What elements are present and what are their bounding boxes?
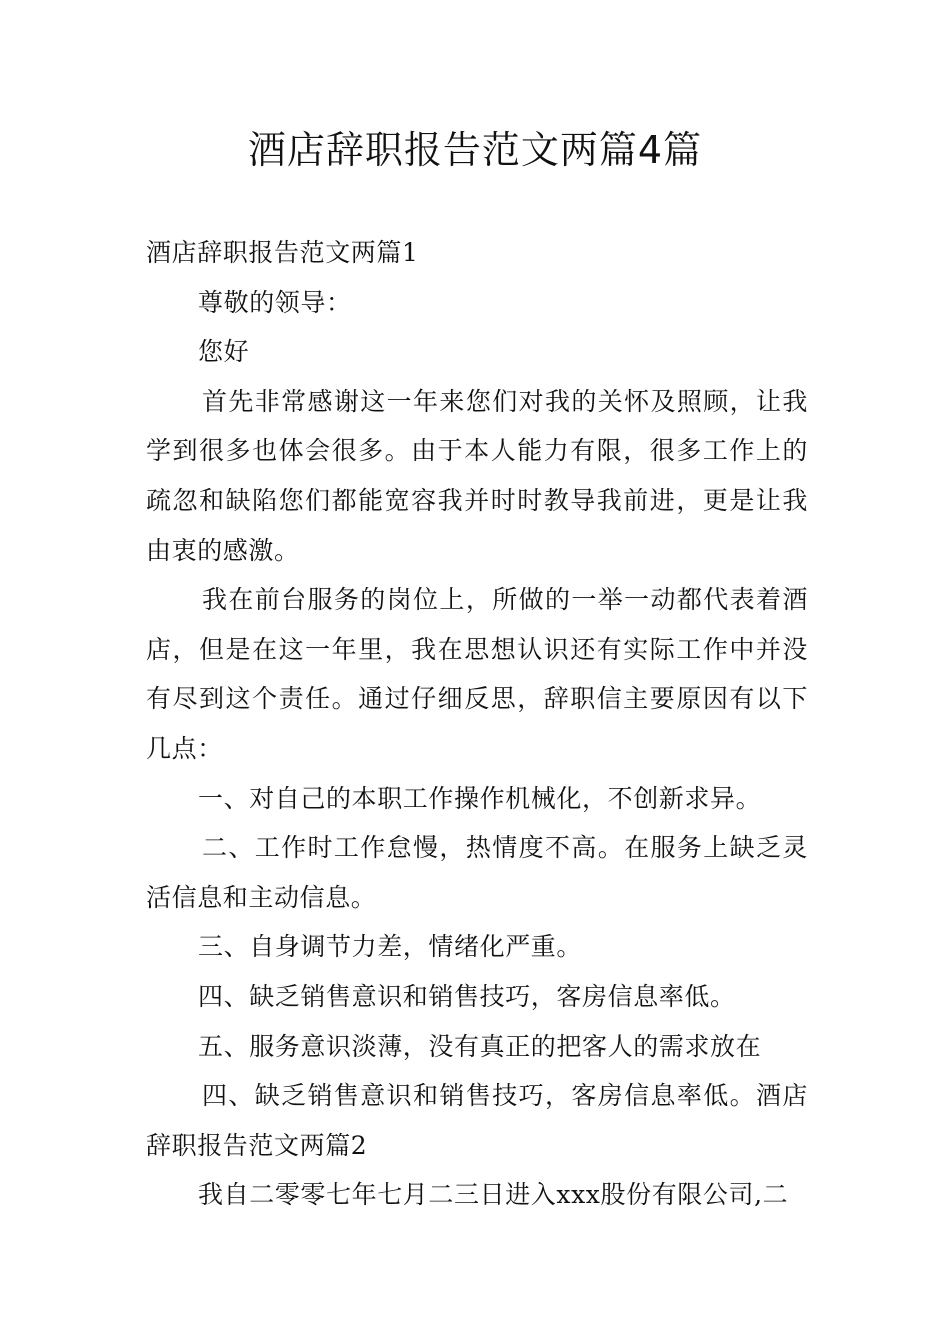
list-item: 五、服务意识淡薄，没有真正的把客人的需求放在 — [198, 1031, 762, 1061]
paragraph: 我在前台服务的岗位上，所做的一举一动都代表着酒店，但是在这一年里，我在思想认识还有实际工作中并没有尽到这个责任。通过仔细反思，辞职信主要原因有以下几点： — [146, 585, 808, 763]
greeting: 您好 — [198, 337, 250, 367]
list-item: 二、工作时工作怠慢，热情度不高。在服务上缺乏灵活信息和主动信息。 — [146, 833, 808, 912]
list-item: 三、自身调节力差，情绪化严重。 — [198, 932, 583, 962]
list-item: 一、对自己的本职工作操作机械化，不创新求异。 — [198, 783, 762, 813]
document-body — [146, 228, 808, 1220]
list-item: 四、缺乏销售意识和销售技巧，客房信息率低。 — [198, 981, 736, 1011]
section-heading: 酒店辞职报告范文两篇1 — [146, 238, 419, 267]
salutation: 尊敬的领导： — [198, 287, 352, 317]
list-item: 四、缺乏销售意识和销售技巧，客房信息率低。酒店辞职报告范文两篇2 — [146, 1081, 808, 1160]
document-title: 酒店辞职报告范文两篇4篇 — [247, 128, 703, 172]
paragraph: 首先非常感谢这一年来您们对我的关怀及照顾，让我学到很多也体会很多。由于本人能力有限，很多工作上的疏忽和缺陷您们都能宽容我并时时教导我前进，更是让我由衷的感激。 — [146, 386, 808, 565]
paragraph: 我自二零零七年七月二三日进入xxx股份有限公司,二 — [198, 1180, 789, 1210]
